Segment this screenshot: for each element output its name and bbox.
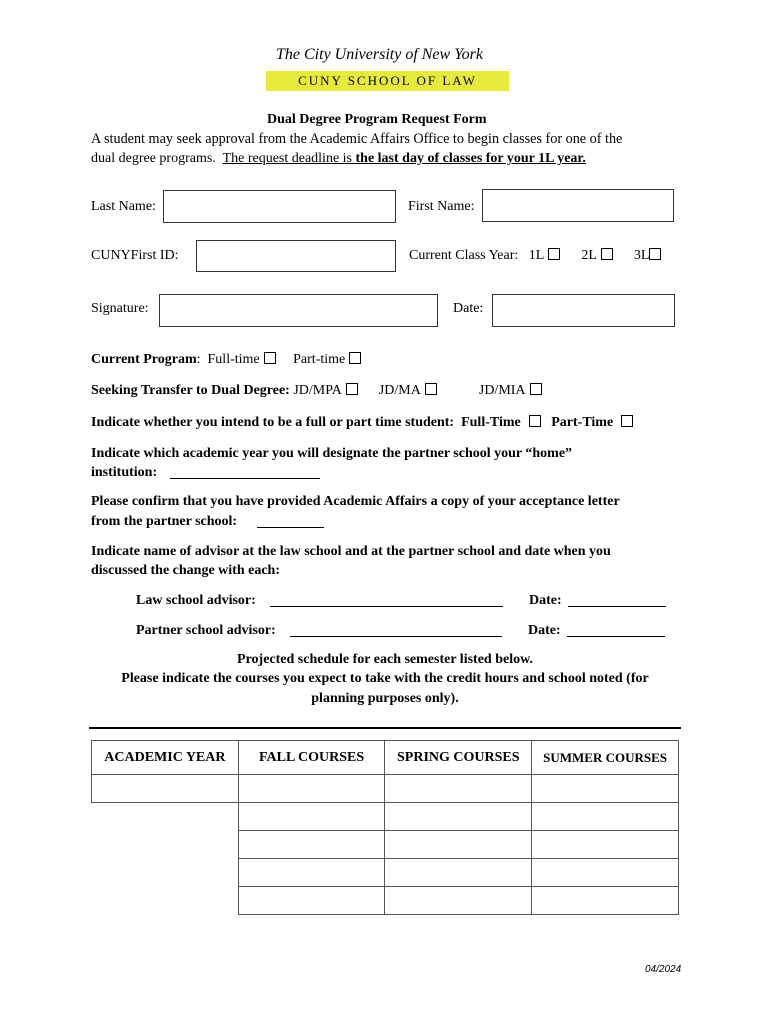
current-program-row: [91, 351, 361, 369]
parttime-checkbox[interactable]: [349, 352, 361, 364]
header-academic-year: ACADEMIC YEAR: [92, 741, 239, 775]
date-field[interactable]: [492, 294, 675, 327]
law-advisor-label: Law school advisor:: [136, 593, 256, 608]
parttime-label: Part-time: [293, 352, 346, 367]
fulltime-checkbox[interactable]: [264, 352, 276, 364]
intend-full-label: Full-Time: [461, 415, 521, 430]
summer-course-cell[interactable]: [532, 803, 679, 831]
partner-advisor-date-line[interactable]: [567, 636, 665, 637]
table-row: [92, 831, 679, 859]
intend-part-checkbox[interactable]: [621, 415, 633, 427]
spring-course-cell[interactable]: [385, 803, 532, 831]
seeking-transfer-row: [91, 382, 542, 400]
spring-course-cell[interactable]: [385, 887, 532, 915]
schedule-table: [91, 740, 679, 915]
summer-course-cell[interactable]: [532, 887, 679, 915]
class-year-label: Current Class Year:: [409, 248, 519, 263]
advisor-question-line-1: Indicate name of advisor at the law school and at the partner school and date when you: [91, 544, 611, 559]
home-institution-line[interactable]: [170, 478, 320, 479]
fall-course-cell[interactable]: [238, 831, 385, 859]
spring-course-cell[interactable]: [385, 775, 532, 803]
intro-deadline-text: The request deadline is: [222, 151, 352, 166]
signature-field[interactable]: [159, 294, 438, 327]
university-name: The City University of New York: [276, 46, 483, 63]
signature-label: Signature:: [91, 301, 149, 316]
fall-course-cell[interactable]: [238, 803, 385, 831]
table-row: [92, 859, 679, 887]
table-row: [92, 803, 679, 831]
year-2l-checkbox[interactable]: [601, 248, 613, 260]
fall-course-cell[interactable]: [238, 775, 385, 803]
cunyfirst-id-field[interactable]: [196, 240, 396, 272]
seeking-transfer-label: Seeking Transfer to Dual Degree:: [91, 383, 290, 398]
empty-cell: [92, 887, 239, 915]
partner-advisor-line[interactable]: [290, 636, 502, 637]
jd-mpa-label: JD/MPA: [293, 383, 342, 398]
schedule-line-3: planning purposes only).: [311, 691, 459, 706]
summer-course-cell[interactable]: [532, 775, 679, 803]
table-header-row: [92, 741, 679, 775]
year-3l-checkbox[interactable]: [649, 248, 661, 260]
jd-mia-checkbox[interactable]: [530, 383, 542, 395]
academic-year-cell[interactable]: [92, 775, 239, 803]
intend-status-label: Indicate whether you intend to be a full or part time student:: [91, 415, 455, 430]
jd-ma-label: JD/MA: [378, 383, 421, 398]
current-program-colon: :: [196, 352, 201, 367]
date-label: Date:: [453, 301, 484, 316]
law-advisor-line[interactable]: [270, 606, 503, 607]
year-3l-label: 3L: [633, 248, 650, 263]
fall-course-cell[interactable]: [238, 859, 385, 887]
intro-deadline: [223, 151, 586, 166]
fulltime-label: Full-time: [207, 352, 260, 367]
schedule-line-2: Please indicate the courses you expect to take with the credit hours and school noted (for: [121, 671, 649, 686]
summer-course-cell[interactable]: [532, 859, 679, 887]
header-summer-courses: SUMMER COURSES: [532, 741, 679, 775]
jd-mpa-checkbox[interactable]: [346, 383, 358, 395]
header-fall-courses: FALL COURSES: [238, 741, 385, 775]
intro-plain: dual degree programs.: [91, 151, 216, 166]
schedule-line-1: Projected schedule for each semester listed below.: [237, 652, 533, 667]
table-row: [92, 775, 679, 803]
section-divider: [89, 727, 681, 729]
home-question-line-2: institution:: [91, 465, 158, 480]
summer-course-cell[interactable]: [532, 831, 679, 859]
intro-line-2: [91, 150, 586, 168]
intend-status-row: [91, 414, 633, 432]
header-spring-courses: SPRING COURSES: [385, 741, 532, 775]
intend-full-checkbox[interactable]: [529, 415, 541, 427]
year-1l-label: 1L: [528, 248, 545, 263]
confirm-question-line-1: Please confirm that you have provided Academic Affairs a copy of your acceptance letter: [91, 494, 620, 509]
year-1l-checkbox[interactable]: [548, 248, 560, 260]
confirm-answer-line[interactable]: [257, 527, 324, 528]
partner-advisor-date-label: Date:: [528, 623, 561, 638]
last-name-field[interactable]: [163, 190, 396, 223]
intro-line-1: A student may seek approval from the Academic Affairs Office to begin classes for one of the: [91, 131, 623, 147]
advisor-question-line-2: discussed the change with each:: [91, 563, 281, 578]
empty-cell: [92, 831, 239, 859]
home-question-line-1: Indicate which academic year you will designate the partner school your “home”: [91, 446, 573, 461]
intend-part-label: Part-Time: [551, 415, 614, 430]
class-year-group: [409, 247, 661, 265]
table-row: [92, 887, 679, 915]
fall-course-cell[interactable]: [238, 887, 385, 915]
first-name-field[interactable]: [482, 189, 674, 222]
year-2l-label: 2L: [581, 248, 597, 263]
current-program-label: Current Program: [91, 352, 197, 367]
jd-ma-checkbox[interactable]: [425, 383, 437, 395]
empty-cell: [92, 803, 239, 831]
jd-mia-label: JD/MIA: [478, 383, 526, 398]
partner-advisor-label: Partner school advisor:: [136, 623, 276, 638]
footer-date-code: 04/2024: [645, 964, 682, 975]
spring-course-cell[interactable]: [385, 859, 532, 887]
cunyfirst-id-label: CUNYFirst ID:: [91, 248, 179, 263]
law-advisor-date-line[interactable]: [568, 606, 666, 607]
form-title: Dual Degree Program Request Form: [267, 112, 487, 127]
empty-cell: [92, 859, 239, 887]
law-advisor-date-label: Date:: [529, 593, 562, 608]
intro-deadline-bold: the last day of classes for your 1L year.: [355, 151, 586, 166]
last-name-label: Last Name:: [91, 199, 156, 214]
spring-course-cell[interactable]: [385, 831, 532, 859]
first-name-label: First Name:: [408, 199, 475, 214]
confirm-question-line-2: from the partner school:: [91, 514, 238, 529]
school-logo-band: CUNY SCHOOL OF LAW: [266, 71, 509, 91]
